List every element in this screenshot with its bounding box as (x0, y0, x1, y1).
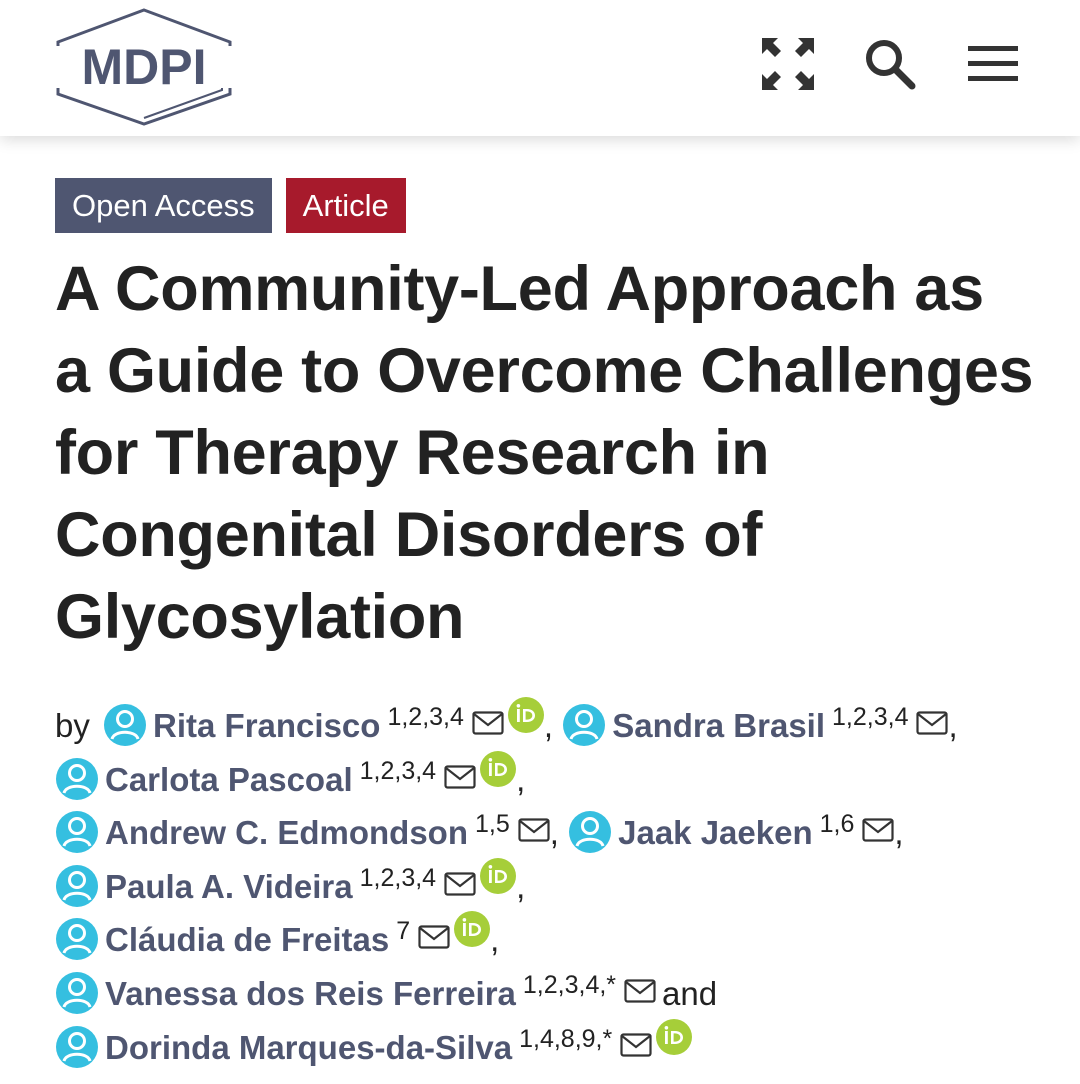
author-name-link[interactable]: Rita Francisco (153, 707, 381, 744)
email-icon[interactable] (444, 765, 476, 789)
author-name-link[interactable]: Dorinda Marques-da-Silva (105, 1028, 513, 1066)
title-line: Glycosylation (55, 582, 465, 652)
email-icon[interactable] (444, 872, 476, 896)
author-affiliations: 7 (396, 917, 411, 946)
author-entry (55, 917, 490, 959)
author-profile-icon[interactable] (55, 810, 99, 854)
author-profile-icon[interactable] (55, 757, 99, 801)
author-name-link[interactable]: Vanessa dos Reis Ferreira (105, 974, 516, 1012)
author-entry (55, 756, 516, 798)
article-title (55, 248, 1045, 658)
separator-comma: , (948, 707, 958, 744)
email-icon[interactable] (518, 818, 550, 842)
author-name-link[interactable]: Carlota Pascoal (105, 760, 353, 798)
expand-icon (758, 34, 818, 94)
author-line (55, 1013, 1045, 1067)
author-profile-icon[interactable] (55, 971, 99, 1015)
menu-button[interactable] (962, 34, 1022, 94)
separator-comma: , (516, 867, 526, 905)
author-entry (55, 863, 516, 905)
author-name-link[interactable]: Andrew C. Edmondson (105, 814, 468, 852)
title-line: Congenital Disorders of (55, 500, 763, 570)
logo-text: MDPI (81, 39, 207, 95)
by-label: by (55, 707, 90, 744)
author-line (55, 691, 1045, 745)
author-list (55, 691, 1045, 1066)
email-icon[interactable] (862, 818, 894, 842)
expand-button[interactable] (758, 34, 818, 94)
author-profile-icon[interactable] (55, 1025, 99, 1069)
article-badges (55, 178, 406, 233)
author-line (55, 852, 1045, 906)
search-button[interactable] (860, 34, 920, 94)
separator-comma: , (549, 814, 559, 852)
author-line (55, 905, 1045, 959)
site-header (0, 0, 1080, 136)
author-line (55, 959, 1045, 1013)
author-affiliations: 1,2,3,4 (387, 703, 464, 731)
author-entry (103, 703, 544, 744)
orcid-icon[interactable] (480, 858, 516, 894)
author-line (55, 798, 1045, 852)
orcid-icon[interactable] (480, 751, 516, 787)
email-icon[interactable] (472, 711, 504, 735)
hamburger-menu-icon (962, 34, 1022, 94)
email-icon[interactable] (418, 925, 450, 949)
author-entry (55, 1024, 692, 1066)
author-name-link[interactable]: Sandra Brasil (612, 707, 826, 744)
separator-comma: , (894, 814, 904, 852)
author-name-link[interactable]: Jaak Jaeken (618, 814, 813, 852)
article-type-badge: Article (286, 178, 406, 233)
search-icon (860, 34, 920, 94)
author-profile-icon[interactable] (568, 810, 612, 854)
separator-comma: , (516, 760, 526, 798)
author-name-link[interactable]: Cláudia de Freitas (105, 921, 390, 959)
author-profile-icon[interactable] (103, 703, 147, 747)
title-line: for Therapy Research in (55, 418, 770, 488)
title-line: a Guide to Overcome Challenges (55, 336, 1034, 406)
separator-comma: , (543, 707, 554, 744)
email-icon[interactable] (620, 1033, 652, 1057)
author-affiliations: 1,5 (475, 810, 510, 839)
author-affiliations: 1,2,3,4 (359, 863, 437, 892)
author-line (55, 745, 1045, 799)
open-access-badge[interactable]: Open Access (55, 178, 272, 233)
author-affiliations: 1,2,3,4 (359, 756, 437, 785)
orcid-icon[interactable] (508, 697, 544, 733)
author-entry (55, 970, 656, 1012)
author-entry (55, 810, 550, 852)
article-content (0, 136, 1080, 1084)
author-affiliations: 1,4,8,9,* (519, 1024, 613, 1053)
author-name-link[interactable]: Paula A. Videira (105, 867, 353, 905)
author-profile-icon[interactable] (55, 864, 99, 908)
author-affiliations: 1,6 (819, 810, 855, 839)
author-profile-icon[interactable] (562, 703, 606, 747)
author-profile-icon[interactable] (55, 917, 99, 961)
orcid-icon[interactable] (454, 911, 490, 947)
author-entry (568, 810, 894, 852)
separator-comma: , (490, 921, 500, 959)
author-affiliations: 1,2,3,4 (832, 703, 909, 731)
email-icon[interactable] (624, 979, 656, 1003)
title-line: A Community-Led Approach as (55, 254, 984, 324)
orcid-icon[interactable] (656, 1019, 692, 1055)
mdpi-logo[interactable] (52, 6, 236, 126)
email-icon[interactable] (916, 711, 948, 735)
author-entry (562, 703, 948, 744)
and-label: and (662, 974, 718, 1012)
author-affiliations: 1,2,3,4,* (522, 970, 617, 999)
